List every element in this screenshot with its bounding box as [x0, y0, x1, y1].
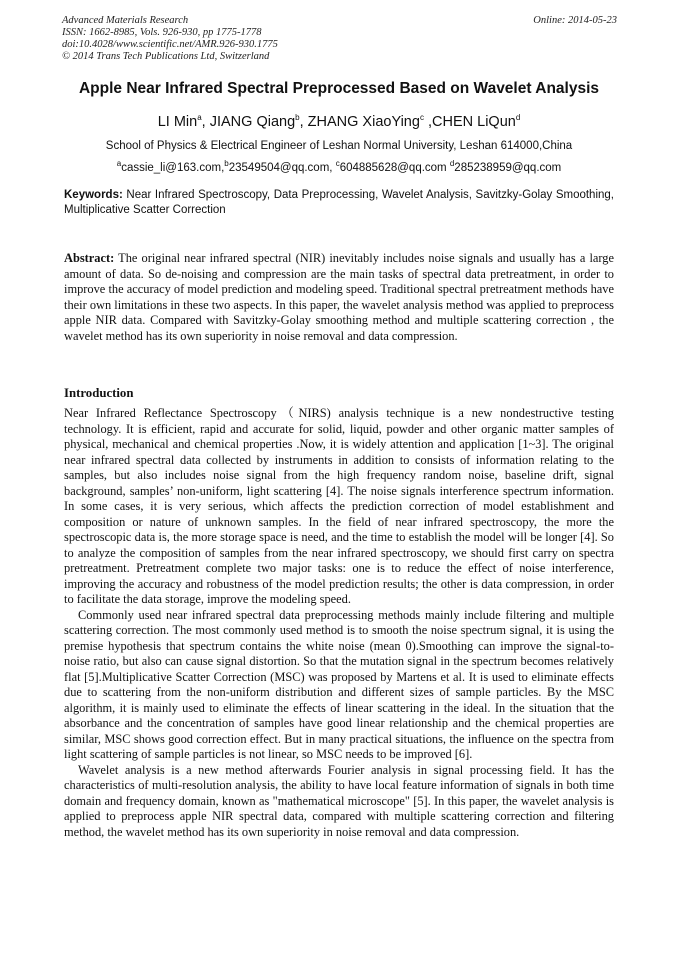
abstract-text: The original near infrared spectral (NIR) inevitably includes noise signals and usually has a large amount of data. So de-noising and compression are the main tasks of spectral data pretreatment, in order to improve the accuracy of model prediction and modeling speed. Traditional spectral pretreatment methods have their own limitations in these two aspects. In this paper, the wavelet analysis method was applied to preprocess apple NIR data. Compared with Savitzky-Golay smoothing method and multiple scattering correction , the wavelet method has its own superiority in noise removal and data compression. [64, 251, 614, 343]
issn: ISSN: 1662-8985, Vols. 926-930, pp 1775-1778 [62, 27, 262, 38]
abstract [64, 251, 614, 344]
affiliation: School of Physics & Electrical Engineer of Leshan Normal University, Leshan 614000,China [105, 140, 573, 152]
author-name: JIANG Qiang [209, 114, 296, 130]
author-separator: , [299, 114, 308, 130]
body-paragraph: Wavelet analysis is a new method afterwards Fourier analysis in signal processing field. It has the characteristics of multi-resolution analysis, the ability to have local feature information of signals in both time domain and frequency domain, known as "mathematical microscope" [5]. In this paper, the wavelet analysis is applied to preprocess apple NIR spectral data, compared with multiple scattering correction and filtering method, the wavelet method has its own superiority in noise removal and data compression. [64, 762, 614, 839]
keywords-text: Near Infrared Spectroscopy, Data Preprocessing, Wavelet Analysis, Savitzky-Golay Smoothing, Multiplicative Scatter Correction [64, 189, 614, 216]
keywords [64, 188, 614, 218]
author-marker: b [295, 113, 300, 123]
email-marker: d [449, 159, 455, 169]
body-paragraph: Near Infrared Reflectance Spectroscopy（NIRS) analysis technique is a new nondestructive testing technology. It is efficient, rapid and accurate for solid, liquid, powder and other organic matter samples of physical, mechanical and chemical properties .Now, it is widely attention and application [1~3]. The original near infrared spectral data collected by instruments in addition to consists of information relating to the samples, but also includes noise signal from the high frequency random noise, baseline drift, signal background, samples’ non-uniform, light scattering [4]. The noise signals interference spectrum information. In some cases, it is very serious, which affects the prediction correction of model establishment and composition or nature of unknown samples. In the field of near infrared spectroscopy, the more the spectroscopic data is, the more storage space is need, and the time to establish the model will be longer [4]. So to analyze the composition of samples from the near infrared spectroscopy, we should first carry on spectra pretreatment. Pretreatment complete two major tasks: one is to reduce the effect of noise interference, improving the accuracy and robustness of the model prediction results; the other is data compression, in order to facilitate the data storage, improve the modeling speed. [64, 406, 614, 606]
body-paragraph: Commonly used near infrared spectral data preprocessing methods mainly include filtering and multiple scattering correction. The most commonly used method is to smooth the noise spectrum signal, it is using the premise hypothesis that spectrum contains the white noise (mean 0).Smoothing can improve the signal-to-noise ratio, but also can cause signal distortion. So that the mutation signal in the spectrum becomes relatively flat [5].Multiplicative Scatter Correction (MSC) was proposed by Martens et al. It is used to eliminate effects due to scattering from the non-uniform distribution and different sizes of sample particles. By the MSC algorithm, it is mainly used to eliminate the effects of linear scattering in the ideal. In the situation that the absorbance and the concentration of samples have good linear relationship and the chemical properties are similar, MSC shows good correction effect. But in many practical situations, the influence on the spectra from light scattering of sample particles is not linear, so MSC needs to be improved [6]. [64, 607, 614, 761]
paper-title: Apple Near Infrared Spectral Preprocessed Based on Wavelet Analysis [78, 80, 600, 97]
author-list [40, 113, 638, 131]
email-list [40, 161, 638, 175]
journal-header [62, 15, 617, 63]
introduction-body [64, 406, 614, 840]
author-marker: c [419, 113, 424, 123]
author-name: ZHANG XiaoYing [307, 114, 420, 130]
email-marker: a [116, 159, 122, 169]
email-address[interactable]: 23549504@qq.com, [228, 162, 336, 174]
email-address[interactable]: 285238959@qq.com [454, 162, 562, 174]
keywords-label: Keywords: [64, 189, 123, 201]
author-marker: d [515, 113, 521, 123]
author-marker: a [197, 113, 202, 123]
author-name: LI Min [157, 114, 198, 130]
author-separator: , [201, 114, 210, 130]
email-marker: c [335, 159, 340, 169]
doi: doi:10.4028/www.scientific.net/AMR.926-930.1775 [62, 39, 278, 50]
email-marker: b [224, 159, 229, 169]
journal-name: Advanced Materials Research [62, 15, 189, 26]
introduction-heading: Introduction [64, 386, 134, 400]
email-address[interactable]: 604885628@qq.com [339, 162, 450, 174]
author-name: CHEN LiQun [432, 114, 516, 130]
copyright: © 2014 Trans Tech Publications Ltd, Switzerland [62, 51, 270, 62]
email-address[interactable]: cassie_li@163.com, [121, 162, 225, 174]
abstract-label: Abstract: [64, 251, 115, 265]
author-separator: , [423, 114, 433, 130]
online-date: Online: 2014-05-23 [533, 15, 617, 26]
